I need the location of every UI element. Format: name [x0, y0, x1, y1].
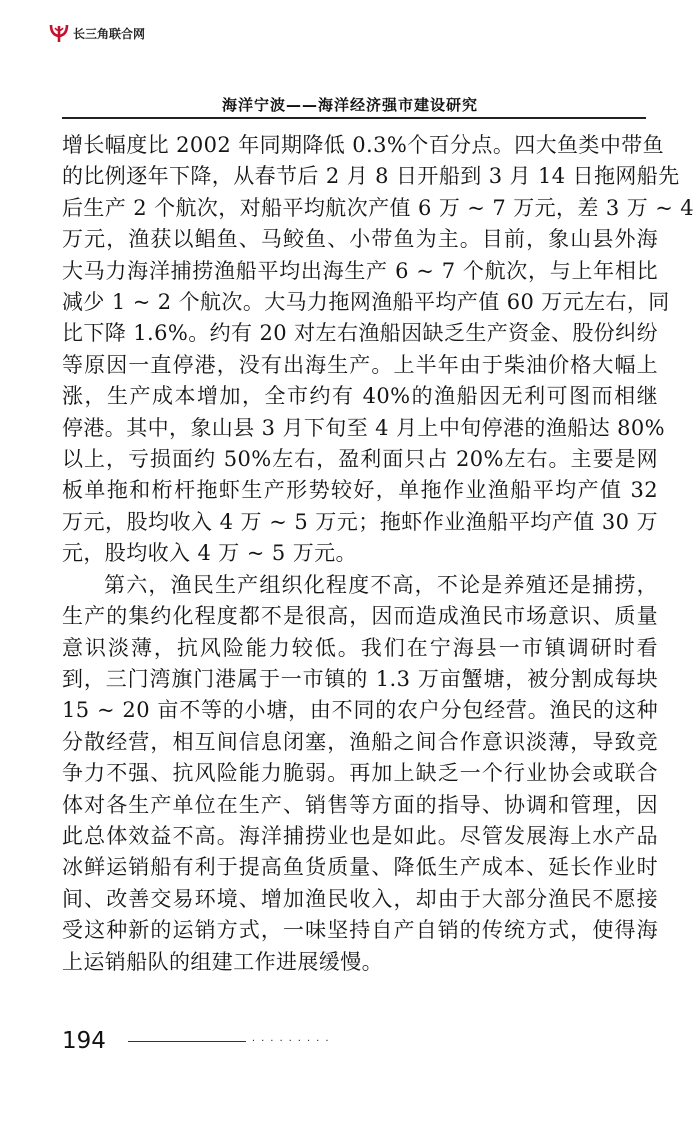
text-line: 分散经营，相互间信息闭塞，渔船之间合作意识淡薄，导致竞 [62, 729, 658, 754]
text-line: 间、改善交易环境、增加渔民收入，却由于大部分渔民不愿接 [62, 886, 658, 911]
text-line: 到，三门湾旗门港属于一市镇的 1.3 万亩蟹塘，被分割成每块 [62, 666, 658, 691]
text-line: 涨，生产成本增加，全市约有 40%的渔船因无利可图而相继 [62, 384, 658, 409]
logo-icon [48, 22, 70, 44]
text-line: 受这种新的运销方式，一味坚持自产自销的传统方式，使得海 [62, 918, 658, 943]
text-line: 停港。其中，象山县 3 月下旬至 4 月上中旬停港的渔船达 80% [62, 415, 665, 440]
text-line: 元，股均收入 4 万 ~ 5 万元。 [62, 541, 357, 566]
running-header-title: 海洋宁波——海洋经济强市建设研究 [221, 96, 478, 114]
text-line: 万元，渔获以鲳鱼、马鲛鱼、小带鱼为主。目前，象山县外海 [62, 227, 658, 252]
text-line: 后生产 2 个航次，对船平均航次产值 6 万 ~ 7 万元，差 3 万 ~ 4 [62, 195, 695, 220]
header-rule [62, 117, 646, 119]
text-line: 第六，渔民生产组织化程度不高，不论是养殖还是捕捞， [104, 572, 658, 597]
text-line: 以上，亏损面约 50%左右，盈利面只占 20%左右。主要是网 [62, 447, 658, 472]
text-line: 万元，股均收入 4 万 ~ 5 万元；拖虾作业渔船平均产值 30 万 [62, 509, 658, 534]
text-line: 此总体效益不高。海洋捕捞业也是如此。尽管发展海上水产品 [62, 823, 658, 848]
footer-dots: ········· [251, 1035, 335, 1047]
text-line: 大马力海洋捕捞渔船平均出海生产 6 ~ 7 个航次，与上年相比 [62, 258, 658, 283]
text-line: 冰鲜运销船有利于提高鱼货质量、降低生产成本、延长作业时 [62, 855, 658, 880]
text-line: 增长幅度比 2002 年同期降低 0.3%个百分点。四大鱼类中带鱼 [62, 133, 665, 157]
text-line: 意识淡薄，抗风险能力较低。我们在宁海县一市镇调研时看 [62, 635, 658, 660]
footer-rule [128, 1041, 246, 1042]
paragraph-2 [62, 570, 658, 978]
site-logo [48, 22, 145, 44]
text-line: 上运销船队的组建工作进展缓慢。 [62, 949, 383, 974]
body-text [62, 130, 695, 978]
page-number: 194 [62, 1028, 106, 1054]
text-line: 等原因一直停港，没有出海生产。上半年由于柴油价格大幅上 [62, 352, 658, 377]
text-line: 比下降 1.6%。约有 20 对左右渔船因缺乏生产资金、股份纠纷 [62, 321, 658, 346]
paragraph-1 [62, 130, 695, 570]
logo-text: 长三角联合网 [73, 26, 146, 41]
page-footer [62, 1028, 335, 1054]
text-line: 争力不强、抗风险能力脆弱。再加上缺乏一个行业协会或联合 [62, 761, 658, 786]
text-line: 减少 1 ~ 2 个航次。大马力拖网渔船平均产值 60 万元左右，同 [62, 290, 670, 315]
text-line: 生产的集约化程度都不是很高，因而造成渔民市场意识、质量 [62, 604, 658, 629]
text-line: 15 ~ 20 亩不等的小塘，由不同的农户分包经营。渔民的这种 [62, 698, 658, 723]
text-line: 的比例逐年下降，从春节后 2 月 8 日开船到 3 月 14 日拖网船先 [62, 164, 680, 189]
text-line: 板单拖和桁杆拖虾生产形势较好，单拖作业渔船平均产值 32 [62, 478, 658, 503]
text-line: 体对各生产单位在生产、销售等方面的指导、协调和管理，因 [62, 792, 658, 817]
